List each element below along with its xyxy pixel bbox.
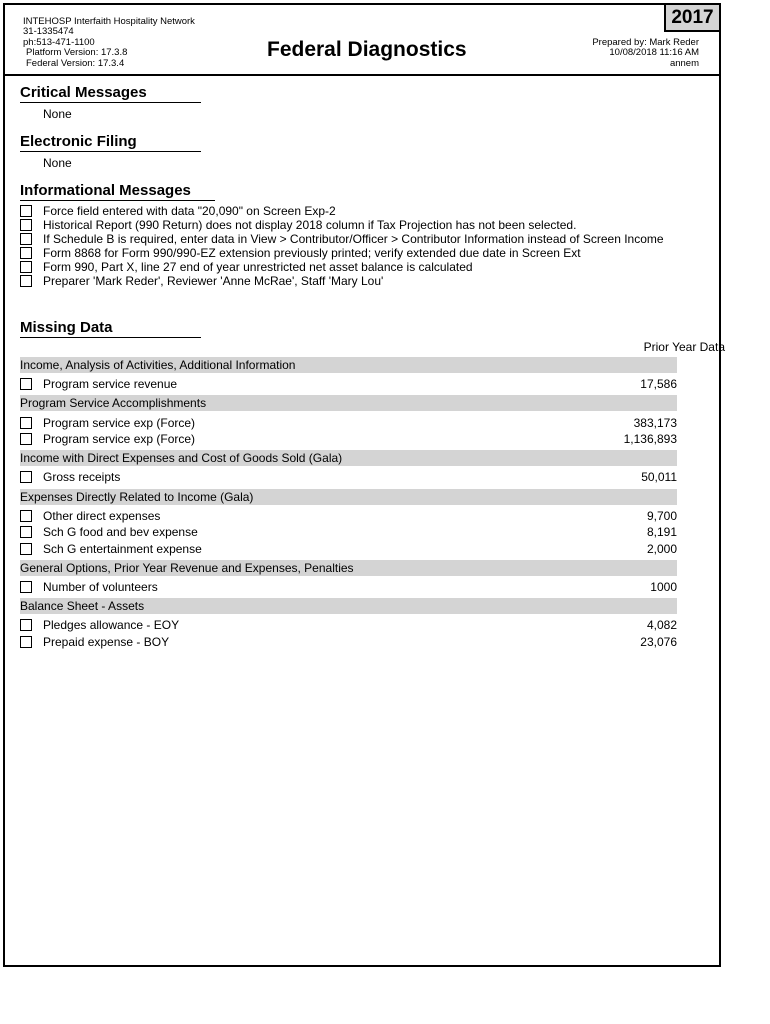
- row-value: 9,700: [646, 508, 677, 523]
- missing-data-group: [20, 489, 677, 557]
- timestamp: 10/08/2018 11:16 AM: [609, 47, 699, 59]
- page-title: Federal Diagnostics: [267, 38, 467, 61]
- category-header: Expenses Directly Related to Income (Gala): [20, 489, 677, 505]
- message-item: [20, 260, 680, 274]
- row-label: Gross receipts: [43, 470, 121, 485]
- category-header: Income, Analysis of Activities, Additional Information: [20, 357, 677, 373]
- message-item: [20, 274, 680, 288]
- row-checkbox[interactable]: [20, 543, 32, 555]
- table-row: [20, 634, 677, 650]
- row-checkbox[interactable]: [20, 378, 32, 390]
- informational-messages-heading: Informational Messages: [20, 182, 215, 201]
- table-row: [20, 508, 677, 524]
- row-value: 1000: [650, 579, 677, 594]
- platform-version: Platform Version: 17.3.8: [26, 47, 128, 59]
- row-label: Program service revenue: [43, 377, 178, 392]
- row-label: Sch G entertainment expense: [43, 541, 202, 556]
- row-value: 8,191: [646, 525, 677, 540]
- missing-data-group: [20, 598, 677, 650]
- critical-messages-heading: Critical Messages: [20, 84, 201, 103]
- federal-version: Federal Version: 17.3.4: [26, 57, 125, 69]
- category-header: Income with Direct Expenses and Cost of Goods Sold (Gala): [20, 450, 677, 466]
- row-checkbox[interactable]: [20, 581, 32, 593]
- organization-info: [23, 17, 195, 69]
- phone: ph:513-471-1100: [23, 36, 95, 48]
- row-label: Program service exp (Force): [43, 431, 196, 446]
- message-checkbox[interactable]: [20, 247, 32, 259]
- report-header: [5, 5, 719, 76]
- row-checkbox[interactable]: [20, 471, 32, 483]
- row-label: Other direct expenses: [43, 508, 161, 523]
- row-value: 23,076: [640, 634, 677, 649]
- row-value: 17,586: [640, 377, 677, 392]
- message-item: [20, 204, 680, 218]
- row-value: 1,136,893: [623, 431, 677, 446]
- row-value: 383,173: [633, 415, 677, 430]
- row-label: Pledges allowance - EOY: [43, 618, 180, 633]
- preparer-info: [592, 38, 699, 69]
- table-row: [20, 376, 677, 392]
- table-row: [20, 469, 677, 485]
- row-value: 50,011: [641, 470, 677, 485]
- missing-data-heading: Missing Data: [20, 319, 201, 338]
- table-row: [20, 431, 677, 447]
- prepared-by: Prepared by: Mark Reder: [592, 37, 699, 48]
- message-checkbox[interactable]: [20, 275, 32, 287]
- row-value: 4,082: [646, 618, 677, 633]
- table-row: [20, 524, 677, 540]
- electronic-filing-content: None: [43, 156, 72, 170]
- table-row: [20, 414, 677, 430]
- row-label: Prepaid expense - BOY: [43, 634, 170, 649]
- category-header: General Options, Prior Year Revenue and Expenses, Penalties: [20, 560, 677, 576]
- message-checkbox[interactable]: [20, 233, 32, 245]
- table-row: [20, 579, 677, 595]
- electronic-filing-heading: Electronic Filing: [20, 133, 201, 152]
- row-value: 2,000: [646, 541, 677, 556]
- prior-year-column-header: Prior Year Data: [643, 340, 725, 354]
- row-label: Sch G food and bev expense: [43, 525, 198, 540]
- row-label: Program service exp (Force): [43, 415, 196, 430]
- message-text: Form 8868 for Form 990/990-EZ extension previously printed; verify extended due date in Screen Ext: [43, 246, 581, 260]
- critical-messages-content: None: [43, 107, 72, 121]
- row-checkbox[interactable]: [20, 636, 32, 648]
- missing-data-group: [20, 395, 677, 447]
- message-text: Historical Report (990 Return) does not display 2018 column if Tax Projection has not been selected.: [43, 218, 577, 232]
- row-checkbox[interactable]: [20, 433, 32, 445]
- row-checkbox[interactable]: [20, 526, 32, 538]
- message-item: [20, 246, 680, 260]
- tax-year-badge: 2017: [664, 5, 719, 32]
- missing-data-table: [20, 357, 677, 653]
- missing-data-group: [20, 450, 677, 485]
- category-header: Balance Sheet - Assets: [20, 598, 677, 614]
- ein: 31-1335474: [23, 26, 74, 38]
- missing-data-group: [20, 357, 677, 392]
- category-header: Program Service Accomplishments: [20, 395, 677, 411]
- message-checkbox[interactable]: [20, 261, 32, 273]
- message-item: [20, 218, 680, 232]
- row-label: Number of volunteers: [43, 579, 158, 594]
- message-checkbox[interactable]: [20, 205, 32, 217]
- message-text: Form 990, Part X, line 27 end of year unrestricted net asset balance is calculated: [43, 260, 473, 274]
- org-name: INTEHOSP Interfaith Hospitality Network: [23, 16, 195, 27]
- informational-messages-list: [20, 204, 680, 288]
- message-text: Preparer 'Mark Reder', Reviewer 'Anne McRae', Staff 'Mary Lou': [43, 274, 384, 288]
- row-checkbox[interactable]: [20, 510, 32, 522]
- message-text: If Schedule B is required, enter data in View > Contributor/Officer > Contributor Information instead of Screen Income: [43, 232, 664, 246]
- user-name: annem: [669, 57, 699, 69]
- message-checkbox[interactable]: [20, 219, 32, 231]
- row-checkbox[interactable]: [20, 619, 32, 631]
- table-row: [20, 617, 677, 633]
- missing-data-group: [20, 560, 677, 595]
- message-text: Force field entered with data "20,090" on Screen Exp-2: [43, 204, 336, 218]
- table-row: [20, 540, 677, 556]
- row-checkbox[interactable]: [20, 417, 32, 429]
- message-item: [20, 232, 680, 246]
